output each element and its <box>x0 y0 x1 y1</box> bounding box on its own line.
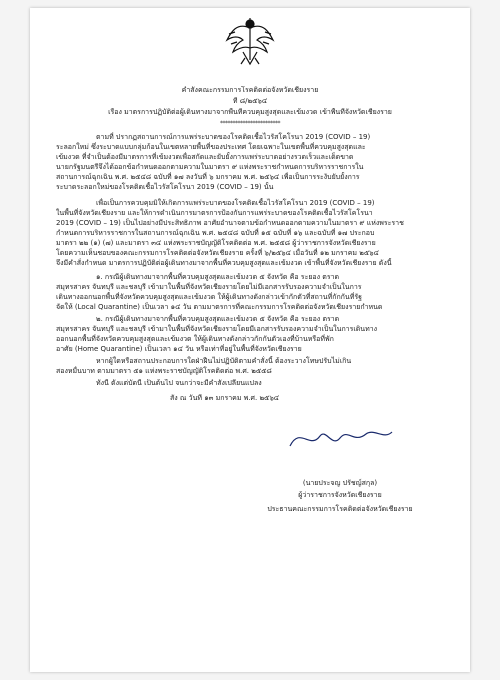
text-line: สถานการณ์ฉุกเฉิน พ.ศ. ๒๕๔๘ ฉบับที่ ๑๗ ลงวันที่ ๖ มกราคม พ.ศ. ๒๕๖๔ เพื่อเป็นการระงับยับยั้งการ <box>56 173 360 181</box>
garuda-emblem-icon <box>225 14 275 66</box>
measure-item-2 <box>56 314 446 354</box>
signer-name: (นายประจญ ปรัชญ์สกุล) <box>302 479 378 487</box>
signer-position: ผู้ว่าราชการจังหวัดเชียงราย <box>298 491 382 499</box>
document-page <box>30 8 470 672</box>
order-number: ที่ ๘/๒๕๖๔ <box>232 97 268 105</box>
effective-clause: ทั้งนี้ ตั้งแต่บัดนี้ เป็นต้นไป จนกว่าจะมีคำสั่งเปลี่ยนแปลง <box>96 379 262 387</box>
measure-item-1 <box>56 272 446 312</box>
paragraph-authority <box>56 198 446 268</box>
text-line: กำหนดการบริหารราชการในสถานการณ์ฉุกเฉิน พ.ศ. ๒๕๔๘ ฉบับที่ ๑๕ ฉบับที่ ๑๖ และฉบับที่ ๑๗ ประกอบ <box>56 229 375 237</box>
text-line: หากผู้ใดหรือสถานประกอบการใดฝ่าฝืนไม่ปฏิบัติตามคำสั่งนี้ ต้องระวางโทษปรับไม่เกิน <box>96 357 352 365</box>
text-line: ๒. กรณีผู้เดินทางมาจากพื้นที่ควบคุมสูงสุดและเข้มงวด ๕ จังหวัด คือ ระยอง ตราด <box>96 315 340 323</box>
text-line: นายกรัฐมนตรีจึงได้ออกข้อกำหนดออกตามความในมาตรา ๙ แห่งพระราชกำหนดการบริหารราชการใน <box>56 163 364 171</box>
text-line: เข้มงวด ที่จำเป็นต้องมีมาตรการที่เข้มงวดเพื่อสกัดและยับยั้งการแพร่ระบาดอย่างรวดเร็วและเด็ดขาด <box>56 153 354 161</box>
text-line: มาตรา ๒๒ (๑) (๗) และมาตรา ๓๔ แห่งพระราชบัญญัติโรคติดต่อ พ.ศ. ๒๕๕๘ ผู้ว่าราชการจังหวัดเชียงราย <box>56 239 376 247</box>
text-line: ตามที่ ปรากฏสถานการณ์การแพร่ระบาดของโรคติดเชื้อไวรัสโคโรนา 2019 (COVID – 19) <box>96 133 371 141</box>
order-subject: เรื่อง มาตรการปฏิบัติต่อผู้เดินทางมาจากพื้นที่ควบคุมสูงสุดและเข้มงวด เข้าพื้นที่จังหวัดเชียงราย <box>108 108 392 116</box>
text-line: สมุทรสาคร จันทบุรี และชลบุรี เข้ามาในพื้นที่จังหวัดเชียงรายโดยไม่มีเอกสารรับรองความจำเป็นในการ <box>56 283 362 291</box>
text-line: ๑. กรณีผู้เดินทางมาจากพื้นที่ควบคุมสูงสุดและเข้มงวด ๕ จังหวัด คือ ระยอง ตราด <box>96 273 340 281</box>
text-line: จัดให้ (Local Quarantine) เป็นเวลา ๑๔ วัน ตามมาตรการที่คณะกรรมการโรคติดต่อจังหวัดเชียงรายกำหนด <box>56 303 383 311</box>
paragraph-background <box>56 132 446 192</box>
text-line: ระลอกใหม่ ซึ่งระบาดแบบกลุ่มก้อนในเขตหลายพื้นที่ของประเทศ โดยเฉพาะในเขตพื้นที่ควบคุมสูงสุดและ <box>56 143 366 151</box>
text-line: เดินทางออกนอกพื้นที่จังหวัดควบคุมสูงสุดและเข้มงวด ให้ผู้เดินทางดังกล่าวเข้ากักตัวที่สถานที่กักกันที่รัฐ <box>56 293 362 301</box>
text-line: สมุทรสาคร จันทบุรี และชลบุรี เข้ามาในพื้นที่จังหวัดเชียงรายโดยมีเอกสารรับรองความจำเป็นในการเดินทาง <box>56 325 378 333</box>
signer-role: ประธานคณะกรรมการโรคติดต่อจังหวัดเชียงราย <box>267 505 413 513</box>
signature-mark-icon <box>280 418 400 458</box>
text-line: เพื่อเป็นการควบคุมมิให้เกิดการแพร่ระบาดของโรคติดเชื้อไวรัสโคโรนา 2019 (COVID – 19) <box>96 199 375 207</box>
text-line: ในพื้นที่จังหวัดเชียงราย และให้การดำเนินการมาตรการป้องกันการแพร่ระบาดของโรคติดเชื้อไวรัสโคโรนา <box>56 209 373 217</box>
text-line: อาศัย (Home Quarantine) เป็นเวลา ๑๔ วัน หรือเท่าที่อยู่ในพื้นที่จังหวัดเชียงราย <box>56 345 302 353</box>
text-line: ระบาดระลอกใหม่ของโรคติดเชื้อไวรัสโคโรนา 2019 (COVID – 19) นั้น <box>56 183 274 191</box>
text-line: จึงมีคำสั่งกำหนด มาตรการปฏิบัติต่อผู้เดินทางมาจากพื้นที่ควบคุมสูงสุดและเข้มงวด เข้าพื้นที่จังหวัดเชียงราย ดังนี้ <box>56 259 392 267</box>
separator-line: ************************ <box>220 120 280 127</box>
order-title: คำสั่งคณะกรรมการโรคติดต่อจังหวัดเชียงราย <box>181 86 319 94</box>
order-date: สั่ง ณ วันที่ ๑๓ มกราคม พ.ศ. ๒๕๖๔ <box>170 394 280 402</box>
text-line: 2019 (COVID – 19) เป็นไปอย่างมีประสิทธิภาพ อาศัยอำนาจตามข้อกำหนดออกตามความในมาตรา ๙ แห่งพระราช <box>56 219 404 227</box>
text-line: สองหมื่นบาท ตามมาตรา ๕๑ แห่งพระราชบัญญัติโรคติดต่อ พ.ศ. ๒๕๕๘ <box>56 367 272 375</box>
penalty-clause <box>56 356 446 376</box>
text-line: ออกนอกพื้นที่จังหวัดควบคุมสูงสุดและเข้มงวด ให้ผู้เดินทางดังกล่าวกักกันตัวเองที่บ้านหรือที่พัก <box>56 335 334 343</box>
text-line: โดยความเห็นชอบของคณะกรรมการโรคติดต่อจังหวัดเชียงราย ครั้งที่ ๖/๒๕๖๔ เมื่อวันที่ ๑๒ มกราคม ๒๕๖๔ <box>56 249 379 257</box>
